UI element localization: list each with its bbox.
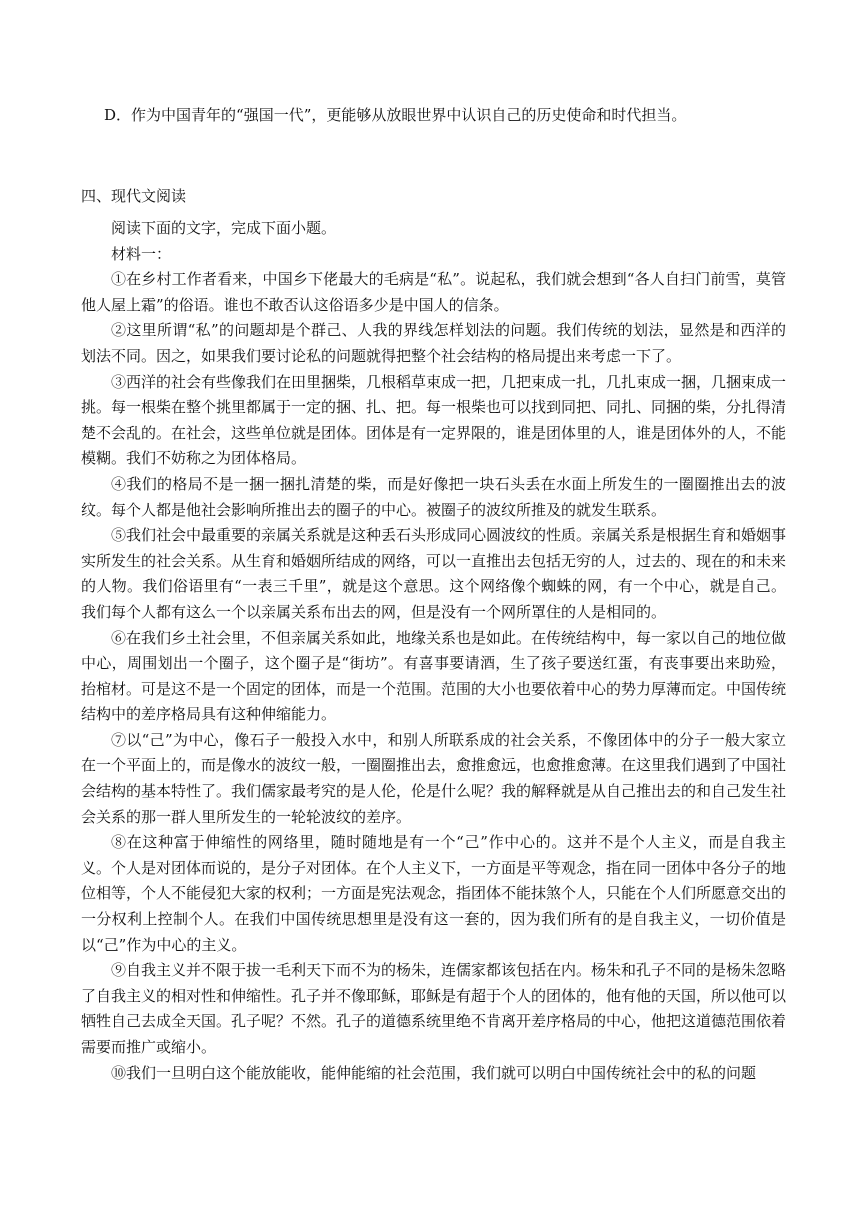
paragraph-10: ⑩我们一旦明白这个能放能收，能伸能缩的社会范围，我们就可以明白中国传统社会中的私的问题 <box>111 1063 757 1082</box>
paragraph-6: ⑥在我们乡土社会里，不但亲属关系如此，地缘关系也是如此。在传统结构中，每一家以自己的地位做中心，周围划出一个圈子，这个圈子是“街坊”。有喜事要请酒，生了孩子要送红蛋，有丧事要出来助殓，抬棺材。可是这不是一个固定的团体，而是一个范围。范围的大小也要依着中心的势力厚薄而定。中国传统结构中的差序格局具有这种伸缩能力。 <box>81 628 787 724</box>
option-d: D．作为中国青年的“强国一代”，更能够从放眼世界中认识自己的历史使命和时代担当。 <box>104 106 687 124</box>
paragraph-3: ③西洋的社会有些像我们在田里捆柴，几根稻草束成一把，几把束成一扎，几扎束成一捆，几捆束成一挑。每一根柴在整个挑里都属于一定的捆、扎、把。每一根柴也可以找到同把、同扎、同捆的柴，分扎得清楚不会乱的。在社会，这些单位就是团体。团体是有一定界限的，谁是团体里的人，谁是团体外的人，不能模糊。我们不妨称之为团体格局。 <box>81 372 787 468</box>
instruction-text: 阅读下面的文字，完成下面小题。 <box>111 219 337 237</box>
reading-passage <box>81 216 786 1086</box>
section-title: 四、现代文阅读 <box>81 187 187 205</box>
material-label: 材料一： <box>111 244 172 263</box>
paragraph-5: ⑤我们社会中最重要的亲属关系就是这种丢石头形成同心圆波纹的性质。亲属关系是根据生育和婚姻事实所发生的社会关系。从生育和婚姻所结成的网络，可以一直推出去包括无穷的人，过去的、现在的和未来的人物。我们俗语里有“一表三千里”，就是这个意思。这个网络像个蜘蛛的网，有一个中心，就是自己。我们每个人都有这么一个以亲属关系布出去的网，但是没有一个网所罩住的人是相同的。 <box>81 526 787 621</box>
paragraph-2: ②这里所谓“私”的问题却是个群己、人我的界线怎样划法的问题。我们传统的划法，显然是和西洋的划法不同。因之，如果我们要讨论私的问题就得把整个社会结构的格局提出来考虑一下了。 <box>81 321 786 365</box>
paragraph-8: ⑧在这种富于伸缩性的网络里，随时随地是有一个“己”作中心的。这并不是个人主义，而是自我主义。个人是对团体而说的，是分子对团体。在个人主义下，一方面是平等观念，指在同一团体中各分子的地位相等，个人不能侵犯大家的权利；一方面是宪法观念，指团体不能抹煞个人，只能在个人们所愿意交出的一分权利上控制个人。在我们中国传统思想里是没有这一套的，因为我们所有的是自我主义，一切价值是以“己”作为中心的主义。 <box>81 833 787 954</box>
paragraph-4: ④我们的格局不是一捆一捆扎清楚的柴，而是好像把一块石头丢在水面上所发生的一圈圈推出去的波纹。每个人都是他社会影响所推出去的圈子的中心。被圈子的波纹所推及的就发生联系。 <box>81 474 786 519</box>
paragraph-9: ⑨自我主义并不限于拔一毛利天下而不为的杨朱，连儒家都该包括在内。杨朱和孔子不同的是杨朱忽略了自我主义的相对性和伸缩性。孔子并不像耶稣，耶稣是有超于个人的团体的，他有他的天国，所以他可以牺牲自己去成全天国。孔子呢？不然。孔子的道德系统里绝不肯离开差序格局的中心，他把这道德范围依着需要而推广或缩小。 <box>81 961 787 1056</box>
paragraph-7: ⑦以“己”为中心，像石子一般投入水中，和别人所联系成的社会关系，不像团体中的分子一般大家立在一个平面上的，而是像水的波纹一般，一圈圈推出去，愈推愈远，也愈推愈薄。在这里我们遇到了中国社会结构的基本特性了。我们儒家最考究的是人伦，伦是什么呢？我的解释就是从自己推出去的和自己发生社会关系的那一群人里所发生的一轮轮波纹的差序。 <box>81 730 787 826</box>
paragraph-1: ①在乡村工作者看来，中国乡下佬最大的毛病是“私”。说起私，我们就会想到“各人自扫门前雪，莫管他人屋上霜”的俗语。谁也不敢否认这俗语多少是中国人的信条。 <box>81 270 786 314</box>
